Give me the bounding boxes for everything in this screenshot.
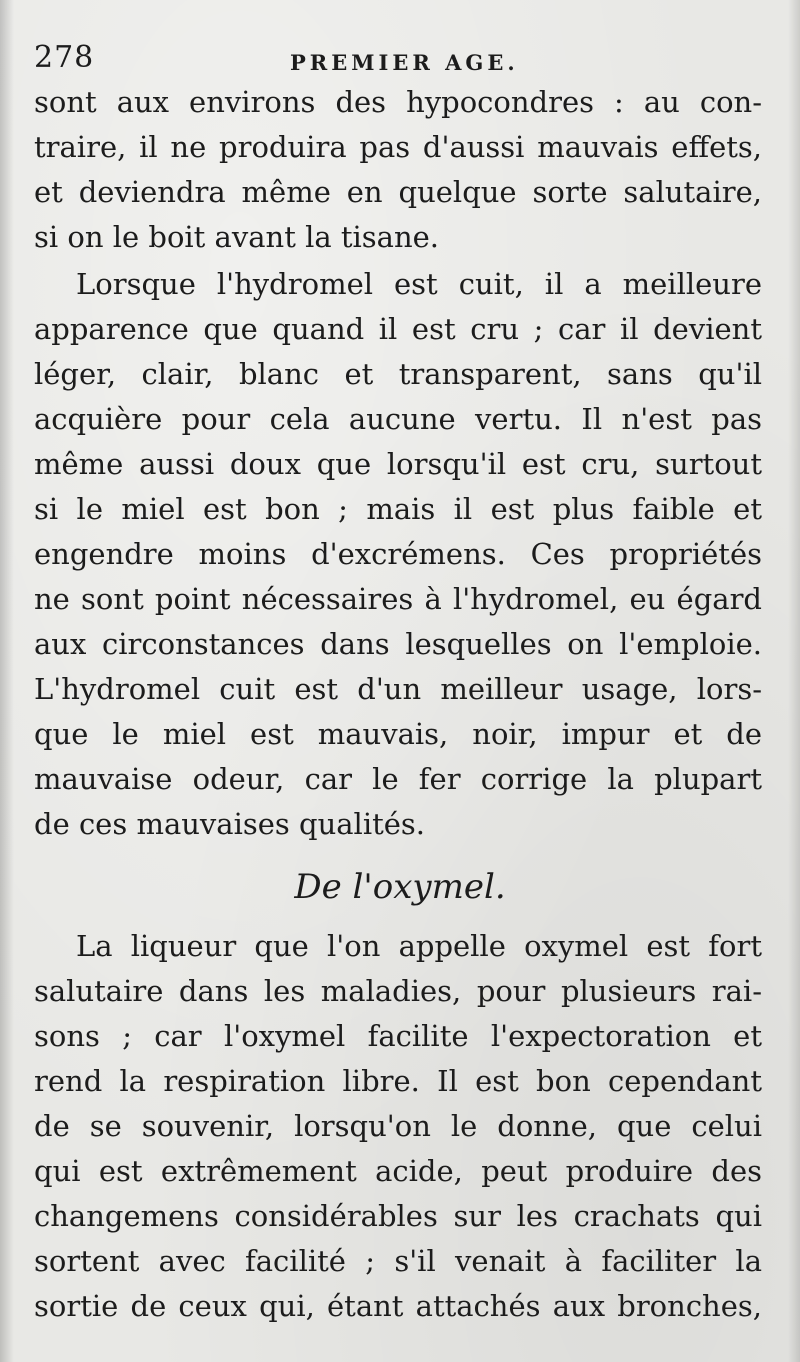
text-line: même aussi doux que lorsqu'il est cru, surtout [34,447,762,481]
text-line: acquière pour cela aucune vertu. Il n'est pas [34,402,762,436]
text-line: de ces mauvaises qualités. [34,807,426,841]
page-number: 278 [34,40,95,75]
text-line: sortent avec facilité ; s'il venait à faciliter la [34,1244,762,1278]
text-line: sont aux environs des hypocondres : au con- [34,85,762,119]
text-line: ne sont point nécessaires à l'hydromel, eu égard [34,582,762,616]
text-line: et deviendra même en quelque sorte salutaire, [34,175,762,209]
text-line: léger, clair, blanc et transparent, sans qu'il [34,357,762,391]
text-line: si le miel est bon ; mais il est plus faible et [34,492,762,526]
text-line: que le miel est mauvais, noir, impur et de [34,717,762,751]
text-line: sons ; car l'oxymel facilite l'expectoration et [34,1019,762,1053]
text-line: changemens considérables sur les crachats qui [34,1199,762,1233]
text-line: apparence que quand il est cru ; car il devient [34,312,762,346]
section-title: De l'oxymel. [294,867,506,907]
text-line: engendre moins d'excrémens. Ces propriétés [34,537,762,571]
text-line: Lorsque l'hydromel est cuit, il a meilleure [76,267,762,301]
running-head: PREMIER AGE. [290,50,519,75]
page-header [34,40,760,80]
text-line: rend la respiration libre. Il est bon cependant [34,1064,762,1098]
text-line: sortie de ceux qui, étant attachés aux bronches, [34,1289,762,1323]
text-line: La liqueur que l'on appelle oxymel est fort [76,929,762,963]
text-line: aux circonstances dans lesquelles on l'emploie. [34,627,762,661]
text-line: traire, il ne produira pas d'aussi mauvais effets, [34,130,762,164]
text-line: salutaire dans les maladies, pour plusieurs rai- [34,974,762,1008]
text-line: de se souvenir, lorsqu'on le donne, que celui [34,1109,762,1143]
text-line: mauvaise odeur, car le fer corrige la plupart [34,762,762,796]
text-line: L'hydromel cuit est d'un meilleur usage, lors- [34,672,762,706]
text-line: si on le boit avant la tisane. [34,220,440,254]
text-line: qui est extrêmement acide, peut produire des [34,1154,762,1188]
